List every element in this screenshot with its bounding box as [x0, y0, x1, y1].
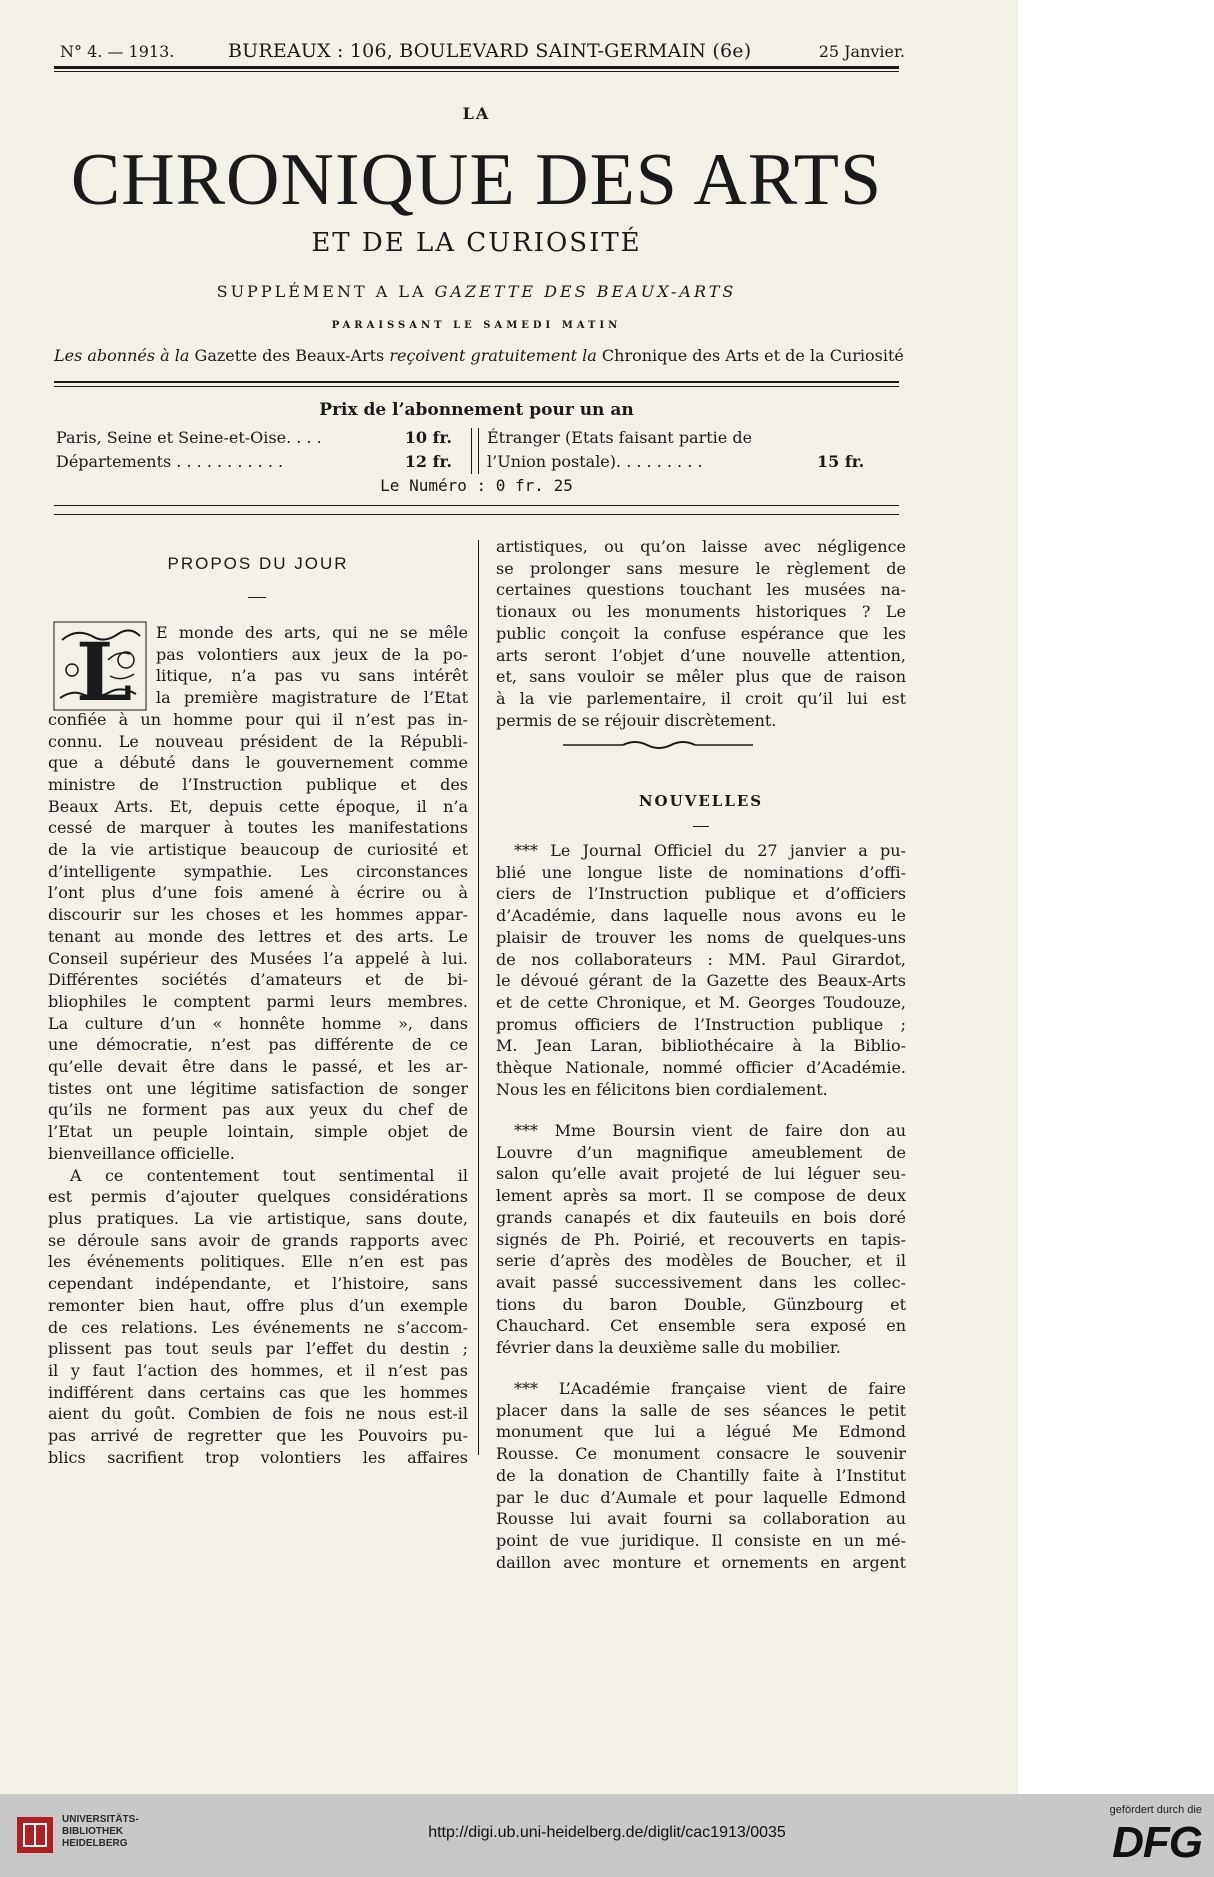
- propos-line: cependant indépendante, et l’histoire, sans: [48, 1274, 468, 1294]
- funding-note: gefördert durch die: [1109, 1804, 1202, 1816]
- subscribers-note: [54, 346, 904, 365]
- propos-line: plus pratiques. La vie artistique, sans doute,: [48, 1208, 468, 1228]
- propos-line: de ces relations. Les événements ne s’accom-: [48, 1317, 468, 1337]
- masthead-title: CHRONIQUE DES ARTS: [70, 139, 883, 221]
- propos-line: se déroule sans avoir de grands rapports avec: [48, 1230, 468, 1250]
- supplement-gazette: GAZETTE DES BEAUX-ARTS: [434, 282, 737, 301]
- propos-line: plissent pas tout seuls par l’effet du destin ;: [48, 1339, 468, 1359]
- pricing-departements-value: 12 fr.: [404, 452, 452, 471]
- nouvelles-line: *** Mme Boursin vient de faire don au: [514, 1121, 906, 1140]
- pricing-rule-top: [54, 381, 899, 383]
- pricing-etranger-2: l’Union postale). . . . . . . . .: [487, 452, 703, 471]
- propos-line: tenant au monde des lettres et des arts. Le: [48, 926, 468, 946]
- propos-continued-line: certaines questions touchant les musées na-: [496, 580, 906, 600]
- propos-line: Conseil supérieur des Musées l’a appelé à lui.: [48, 948, 468, 968]
- propos-line: Différentes sociétés d’amateurs et de bi-: [48, 970, 468, 990]
- pricing-rule-top-thin: [54, 386, 899, 387]
- bureaux-address: BUREAUX : 106, BOULEVARD SAINT-GERMAIN (6e): [228, 40, 752, 62]
- digital-library-footer: [0, 1794, 1214, 1877]
- propos-line: pas arrivé de regretter que les Pouvoirs pu-: [48, 1426, 468, 1446]
- propos-continued-line: tionaux ou les monuments historiques ? Le: [496, 602, 906, 622]
- pricing-rule-bottom-2: [54, 514, 899, 515]
- propos-line: les événements politiques. Elle n’en est pas: [48, 1252, 468, 1272]
- pricing-rule-bottom: [54, 505, 899, 506]
- nouvelles-line: février dans la deuxième salle du mobilier.: [496, 1338, 841, 1358]
- nouvelles-item-2: [496, 1120, 906, 1359]
- nouvelles-line: salon qu’elle avait projeté de lui léguer seu-: [496, 1164, 906, 1184]
- nouvelles-line: d’Académie, dans laquelle nous avons eu le: [496, 906, 906, 926]
- subscribers-note-2: Gazette des Beaux-Arts: [194, 346, 390, 365]
- nouvelles-line: de la donation de Chantilly faite à l’Institut: [496, 1465, 906, 1485]
- nouvelles-line: Rousse. Ce monument consacre le souvenir: [496, 1444, 906, 1464]
- propos-line: indifférent dans certains cas que les hommes: [48, 1382, 468, 1402]
- library-name-line: UNIVERSITÄTS-: [62, 1814, 139, 1825]
- nouvelles-line: promus officiers de l’Instruction publique ;: [496, 1014, 906, 1034]
- nouvelles-line: *** L’Académie française vient de faire: [514, 1379, 906, 1398]
- propos-line: La culture d’un « honnête homme », dans: [48, 1013, 468, 1033]
- supplement-prefix: SUPPLÉMENT A LA: [216, 282, 435, 301]
- nouvelles-line: Nous les en félicitons bien cordialement.: [496, 1079, 828, 1099]
- nouvelles-line: M. Jean Laran, bibliothécaire à la Biblio-: [496, 1036, 906, 1056]
- propos-line: l’ont plus d’une fois amené à écrire ou à: [48, 883, 468, 903]
- library-name-line: HEIDELBERG: [62, 1838, 128, 1849]
- nouvelles-line: Rousse lui avait fourni sa collaboration au: [496, 1509, 906, 1529]
- masthead-article: LA: [462, 104, 491, 123]
- dfg-logo: DFG: [1112, 1818, 1202, 1867]
- nouvelles-line: Chauchard. Cet ensemble sera exposé en: [496, 1316, 906, 1336]
- nouvelles-line: grands canapés et dix fauteuils en bois doré: [496, 1207, 906, 1227]
- nouvelles-line: par le duc d’Aumale et pour laquelle Edmond: [496, 1487, 906, 1507]
- pricing-etranger-1: Étranger (Etats faisant partie de: [487, 428, 753, 447]
- library-name-line: BIBLIOTHEK: [62, 1826, 124, 1837]
- subscribers-note-4: Chronique des Arts et de la Curiosité: [601, 346, 904, 365]
- propos-column-left: [48, 622, 468, 1468]
- propos-line: tistes ont une légitime satisfaction de songer: [48, 1078, 468, 1098]
- propos-line: une démocratie, n’est pas différente de ce: [48, 1035, 468, 1055]
- pricing-title: Prix de l’abonnement pour un an: [319, 400, 634, 420]
- propos-line: pas volontiers aux jeux de la po-: [156, 644, 468, 664]
- nouvelles-item-3: [496, 1378, 906, 1573]
- propos-line: litique, n’a pas vu sans intérêt: [156, 666, 468, 686]
- propos-line: confiée à un homme pour qui il n’est pas in-: [48, 709, 468, 729]
- propos-line: E monde des arts, qui ne se mêle: [156, 623, 468, 642]
- pricing-etranger: [487, 452, 865, 471]
- nouvelles-line: de nos collaborateurs : MM. Paul Girardot,: [496, 949, 906, 969]
- propos-continued-line: permis de se réjouir discrètement.: [496, 710, 777, 730]
- nouvelles-line: serie d’après des modèles de Boucher, et il: [496, 1251, 906, 1271]
- propos-continued-line: arts seront l’objet d’une nouvelle attention,: [496, 645, 906, 665]
- propos-line: de la vie artistique beaucoup de curiosité et: [48, 840, 468, 860]
- header-rule: [54, 66, 899, 69]
- propos-line: bienveillance officielle.: [48, 1143, 235, 1163]
- nouvelles-line: lement après sa mort. Il se compose de deux: [496, 1186, 906, 1206]
- column-divider: [478, 540, 479, 1455]
- nouvelles-line: et de cette Chronique, et M. Georges Toudouze,: [496, 992, 906, 1012]
- issue-line: [60, 40, 905, 66]
- nouvelles-dash: [693, 826, 709, 827]
- propos-continued-line: et, sans vouloir se mêler plus que de raison: [496, 667, 906, 687]
- nouvelles-line: daillon avec monture et ornements en argent: [496, 1552, 906, 1572]
- nouvelles-line: tions du baron Double, Günzbourg et: [496, 1294, 906, 1314]
- pricing-departements-label: Départements . . . . . . . . . . .: [56, 452, 284, 471]
- subscribers-note-1: Les abonnés à la: [54, 346, 195, 365]
- pricing-paris: [56, 428, 452, 447]
- nouvelles-heading: NOUVELLES: [638, 792, 764, 810]
- nouvelles-line: placer dans la salle de ses séances le petit: [496, 1400, 906, 1420]
- pricing-paris-value: 10 fr.: [404, 428, 452, 447]
- nouvelles-line: le dévoué gérant de la Gazette des Beaux-Arts: [496, 971, 906, 991]
- propos-line: cessé de marquer à toutes les manifestations: [48, 818, 468, 838]
- masthead-subtitle: ET DE LA CURIOSITÉ: [311, 228, 642, 258]
- propos-line: connu. Le nouveau président de la Républi-: [48, 731, 468, 751]
- pricing-paris-label: Paris, Seine et Seine-et-Oise. . . .: [56, 428, 322, 447]
- nouvelles-line: blié une longue liste de nominations d’offi-: [496, 862, 906, 882]
- propos-line: que a débuté dans le gouvernement comme: [48, 753, 468, 773]
- propos-line: qu’ils ne forment pas aux yeux du chef de: [48, 1100, 468, 1120]
- propos-line: la première magistrature de l’Etat: [156, 688, 468, 708]
- nouvelles-line: ciers de l’Instruction publique et d’officiers: [496, 884, 906, 904]
- propos-line: blics sacrifient trop volontiers les affaires: [48, 1447, 468, 1467]
- propos-line: A ce contentement tout sentimental il: [70, 1165, 468, 1185]
- supplement-line: [54, 282, 899, 301]
- propos-line: d’intelligente sympathie. Les circonstances: [48, 861, 468, 881]
- subscribers-note-3: reçoivent gratuitement la: [389, 346, 602, 365]
- propos-continued-line: artistiques, ou qu’on laisse avec négligence: [496, 537, 906, 556]
- propos-line: discourir sur les choses et les hommes appar-: [48, 905, 468, 925]
- propos-line: aient du goût. Combien de fois ne nous est-il: [48, 1404, 468, 1424]
- permalink-url[interactable]: http://digi.ub.uni-heidelberg.de/diglit/cac1913/0035: [428, 1824, 786, 1841]
- propos-line: remonter bien haut, offre plus d’un exemple: [48, 1295, 468, 1315]
- pricing-etranger-value: 15 fr.: [817, 452, 865, 471]
- propos-heading: PROPOS DU JOUR: [167, 554, 349, 573]
- nouvelles-line: signés de Ph. Poirié, et recouverts en tapis-: [496, 1229, 906, 1249]
- propos-continued-line: public conçoit la confuse espérance que les: [496, 623, 906, 643]
- nouvelles-item-1: [496, 840, 906, 1100]
- propos-line: Beaux Arts. Et, depuis cette époque, il n’a: [48, 796, 468, 816]
- section-ornament: [563, 737, 753, 753]
- nouvelles-line: plaisir de trouver les noms de quelques-uns: [496, 927, 906, 947]
- pricing-departements: [56, 452, 452, 471]
- nouvelles-line: Louvre d’un magnifique ameublement de: [496, 1142, 906, 1162]
- scan-margin: [1018, 0, 1214, 1794]
- publication-schedule: PARAISSANT LE SAMEDI MATIN: [331, 320, 622, 331]
- propos-continued-line: se prolonger sans mesure le règlement de: [496, 558, 906, 578]
- nouvelles-line: thèque Nationale, nommé officier d’Académie.: [496, 1058, 906, 1078]
- propos-dash: [248, 597, 266, 598]
- propos-line: est permis d’ajouter quelques considérations: [48, 1187, 468, 1207]
- nouvelles-line: *** Le Journal Officiel du 27 janvier a pu-: [514, 841, 906, 860]
- issue-number: N° 4. — 1913.: [60, 42, 175, 61]
- right-column: [496, 536, 906, 731]
- propos-line: l’Etat un peuple lointain, simple objet de: [48, 1122, 468, 1142]
- propos-line: bliophiles le comptent parmi leurs membres.: [48, 991, 468, 1011]
- single-issue-price: Le Numéro : 0 fr. 25: [380, 476, 573, 495]
- nouvelles-line: avait passé successivement dans les collec-: [496, 1272, 906, 1292]
- propos-line: il y faut l’action des hommes, et il n’est pas: [48, 1360, 468, 1380]
- header-rule-thin: [54, 71, 899, 72]
- issue-date: 25 Janvier.: [818, 42, 905, 61]
- nouvelles-line: monument que lui a légué Me Edmond: [496, 1422, 906, 1442]
- propos-line: ministre de l’Instruction publique et des: [48, 774, 468, 794]
- nouvelles-line: point de vue juridique. Il consiste en un mé-: [496, 1530, 906, 1550]
- pricing-divider: [471, 428, 479, 474]
- dropcap-letter: L: [76, 625, 133, 712]
- propos-line: qu’elle devait être dans le passé, et les ar-: [48, 1057, 468, 1077]
- propos-continued-line: à la vie parlementaire, il croit qu’il lui est: [496, 688, 906, 708]
